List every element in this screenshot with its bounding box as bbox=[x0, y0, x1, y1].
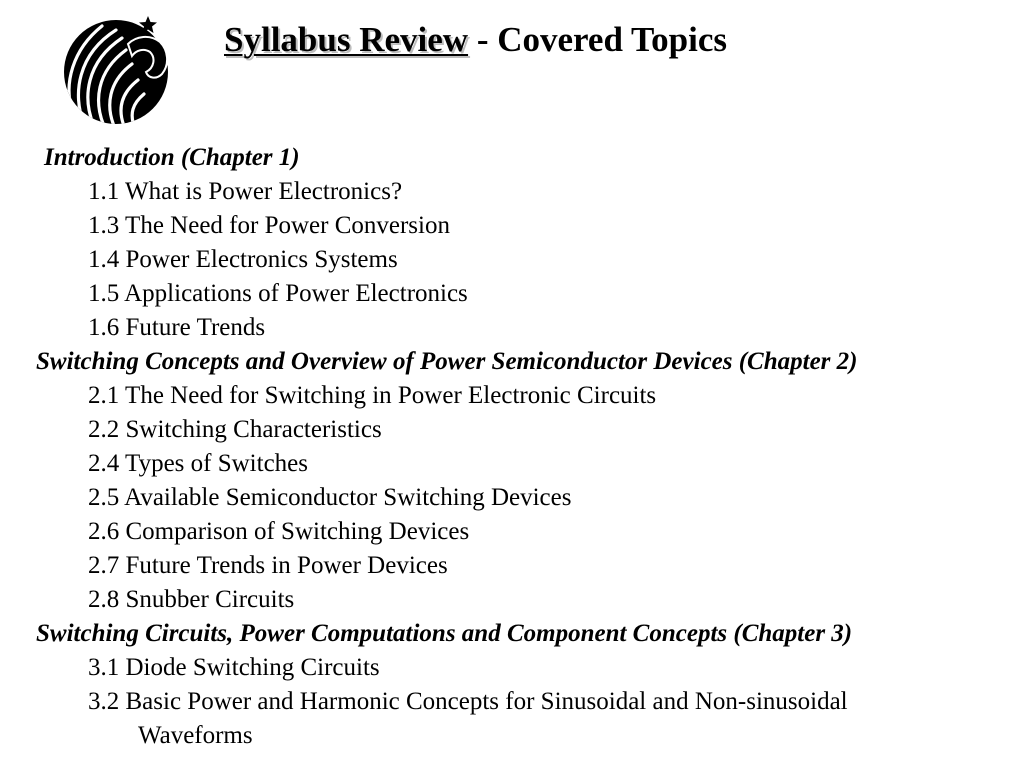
list-item: 2.8 Snubber Circuits bbox=[88, 586, 295, 613]
pegasus-logo-icon bbox=[64, 14, 174, 126]
list-item: 2.2 Switching Characteristics bbox=[88, 416, 382, 443]
list-item: 3.1 Diode Switching Circuits bbox=[88, 654, 380, 681]
topic-list bbox=[0, 141, 1024, 753]
list-item-continuation: Waveforms bbox=[138, 722, 253, 749]
list-item: 1.1 What is Power Electronics? bbox=[88, 178, 403, 205]
list-item bbox=[0, 685, 1024, 753]
list-item: 2.4 Types of Switches bbox=[88, 450, 308, 477]
section-heading: Switching Circuits, Power Computations and Component Concepts (Chapter 3) bbox=[36, 620, 853, 647]
page-title bbox=[224, 18, 727, 62]
section-chapter-1 bbox=[0, 141, 1024, 345]
list-item: 2.7 Future Trends in Power Devices bbox=[88, 552, 448, 579]
page-title-main: Syllabus Review bbox=[224, 20, 469, 59]
list-item: 1.3 The Need for Power Conversion bbox=[88, 212, 450, 239]
list-item: 1.5 Applications of Power Electronics bbox=[88, 280, 468, 307]
page-title-suffix: - Covered Topics bbox=[468, 20, 728, 59]
list-item: 2.6 Comparison of Switching Devices bbox=[88, 518, 470, 545]
list-item: 2.1 The Need for Switching in Power Electronic Circuits bbox=[88, 382, 657, 409]
section-heading: Introduction (Chapter 1) bbox=[44, 144, 300, 171]
section-chapter-2 bbox=[0, 345, 1024, 617]
list-item-text: 3.2 Basic Power and Harmonic Concepts for Sinusoidal and Non-sinusoidal bbox=[88, 688, 848, 715]
list-item: 2.5 Available Semiconductor Switching Devices bbox=[88, 484, 572, 511]
section-heading: Switching Concepts and Overview of Power Semiconductor Devices (Chapter 2) bbox=[36, 348, 858, 375]
list-item: 1.4 Power Electronics Systems bbox=[88, 246, 398, 273]
list-item: 1.6 Future Trends bbox=[88, 314, 266, 341]
section-chapter-3 bbox=[0, 617, 1024, 753]
